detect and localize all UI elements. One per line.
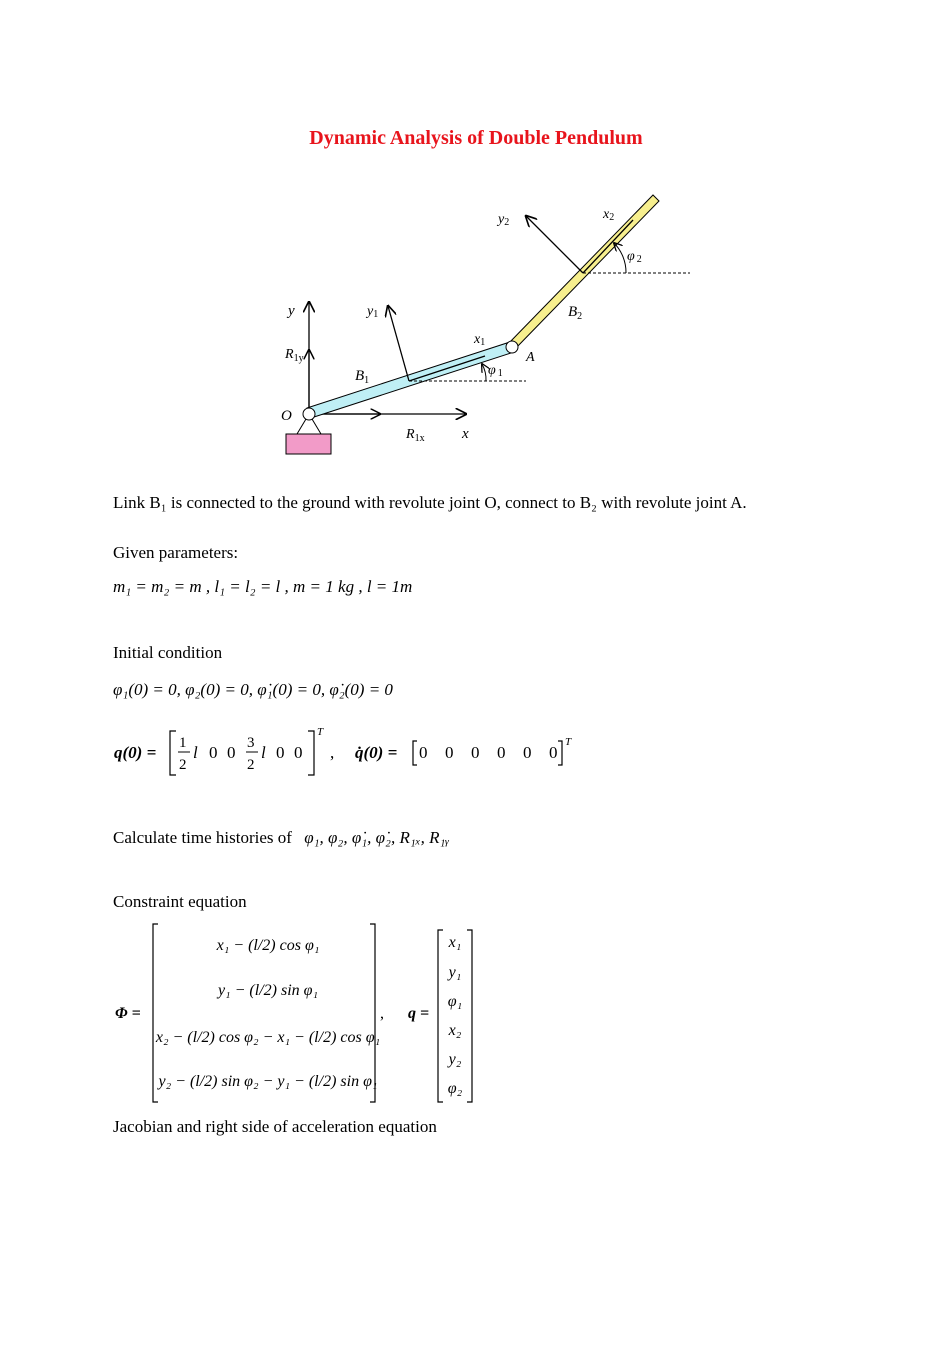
svg-text:0: 0 bbox=[549, 743, 558, 762]
q0-lhs: q(0) = bbox=[114, 743, 157, 762]
label-o: O bbox=[281, 408, 292, 424]
svg-text:2: 2 bbox=[179, 757, 187, 773]
initial-heading: Initial condition bbox=[113, 643, 223, 662]
jacobian-heading: Jacobian and right side of acceleration equation bbox=[113, 1117, 437, 1136]
double-pendulum-figure bbox=[0, 0, 952, 470]
svg-text:y₁: y₁ bbox=[448, 964, 462, 981]
calculate-variables: φ₁, φ₂, φ̇₁, φ̇₂, R₁ₓ, R₁ᵧ bbox=[304, 828, 450, 847]
label-x1: x1 bbox=[474, 332, 486, 348]
svg-text:1: 1 bbox=[179, 735, 187, 751]
label-r1x: $R_{1x}$ bbox=[406, 427, 425, 444]
label-a: A bbox=[526, 350, 535, 365]
constraint-row-4: y₂ − (l/2) sin φ₂ − y₁ − (l/2) sin φ₁ bbox=[158, 1073, 378, 1090]
svg-text:2: 2 bbox=[247, 757, 255, 773]
phi1-arc bbox=[482, 364, 486, 381]
label-phi2: φ 2 bbox=[627, 249, 642, 265]
label-b1: $B_1$ bbox=[355, 368, 370, 386]
svg-text:0: 0 bbox=[471, 743, 480, 762]
svg-text:0: 0 bbox=[445, 743, 454, 762]
joint-o bbox=[303, 408, 315, 420]
svg-text:x₁: x₁ bbox=[448, 934, 462, 951]
q0-entry-2: 0 bbox=[209, 743, 218, 762]
constraint-row-3: x₂ − (l/2) cos φ₂ − x₁ − (l/2) cos φ₁ bbox=[155, 1029, 381, 1046]
svg-text:l: l bbox=[261, 743, 266, 762]
label-x2: x2 bbox=[603, 207, 615, 223]
constraint-heading: Constraint equation bbox=[113, 892, 247, 911]
calculate-line: Calculate time histories of φ₁, φ₂, φ̇₁, φ̇₂, R₁ₓ, R₁ᵧ bbox=[113, 828, 450, 847]
label-x: x bbox=[462, 426, 469, 442]
phi2-arc bbox=[614, 243, 626, 273]
ground-block bbox=[286, 434, 331, 454]
label-b2: $B_2$ bbox=[568, 304, 583, 322]
svg-text:y₂: y₂ bbox=[448, 1051, 462, 1068]
constraint-equation bbox=[110, 920, 490, 1110]
label-y1: y1 bbox=[367, 304, 379, 320]
constraint-row-2: y₁ − (l/2) sin φ₁ bbox=[217, 982, 319, 999]
svg-text:x₂: x₂ bbox=[448, 1022, 462, 1039]
svg-text:0: 0 bbox=[497, 743, 506, 762]
svg-text:3: 3 bbox=[247, 735, 255, 751]
svg-text:φ₁: φ₁ bbox=[447, 993, 463, 1010]
constraint-row-1: x₁ − (l/2) cos φ₁ bbox=[216, 937, 320, 954]
svg-text:T: T bbox=[317, 726, 324, 738]
initial-state-equation bbox=[110, 725, 590, 785]
x1-axis bbox=[409, 356, 485, 381]
label-y: y bbox=[288, 303, 295, 319]
link-description: Link B₁ is connected to the ground with revolute joint O, connect to B₂ with revolute joint A. bbox=[113, 493, 747, 512]
svg-text:,: , bbox=[330, 743, 335, 762]
svg-text:φ₂: φ₂ bbox=[447, 1080, 463, 1097]
svg-text:l: l bbox=[193, 743, 198, 762]
label-r1y: $R_{1y}$ bbox=[285, 347, 304, 364]
q0-entry-3: 0 bbox=[227, 743, 236, 762]
qdot0-lhs: q̇(0) = bbox=[355, 743, 398, 762]
q0-entry-5: 0 bbox=[276, 743, 285, 762]
label-phi1: φ 1 bbox=[488, 363, 503, 379]
y1-axis bbox=[388, 306, 409, 381]
page-title: Dynamic Analysis of Double Pendulum bbox=[309, 127, 643, 149]
label-y2: y2 bbox=[498, 212, 510, 228]
initial-condition: φ₁(0) = 0, φ₂(0) = 0, φ̇₁(0) = 0, φ̇₂(0) = 0 bbox=[113, 680, 393, 699]
given-params: m₁ = m₂ = m , l₁ = l₂ = l , m = 1 kg , l = 1m bbox=[113, 577, 413, 596]
svg-text:,: , bbox=[380, 1005, 384, 1022]
q-lhs: q = bbox=[408, 1005, 430, 1022]
given-heading: Given parameters: bbox=[113, 543, 239, 562]
y2-axis bbox=[526, 216, 583, 273]
svg-text:0: 0 bbox=[419, 743, 428, 762]
q0-entry-6: 0 bbox=[294, 743, 303, 762]
svg-text:T: T bbox=[565, 736, 572, 748]
phi-lhs: Φ = bbox=[115, 1005, 141, 1022]
joint-a bbox=[506, 341, 518, 353]
svg-text:0: 0 bbox=[523, 743, 532, 762]
